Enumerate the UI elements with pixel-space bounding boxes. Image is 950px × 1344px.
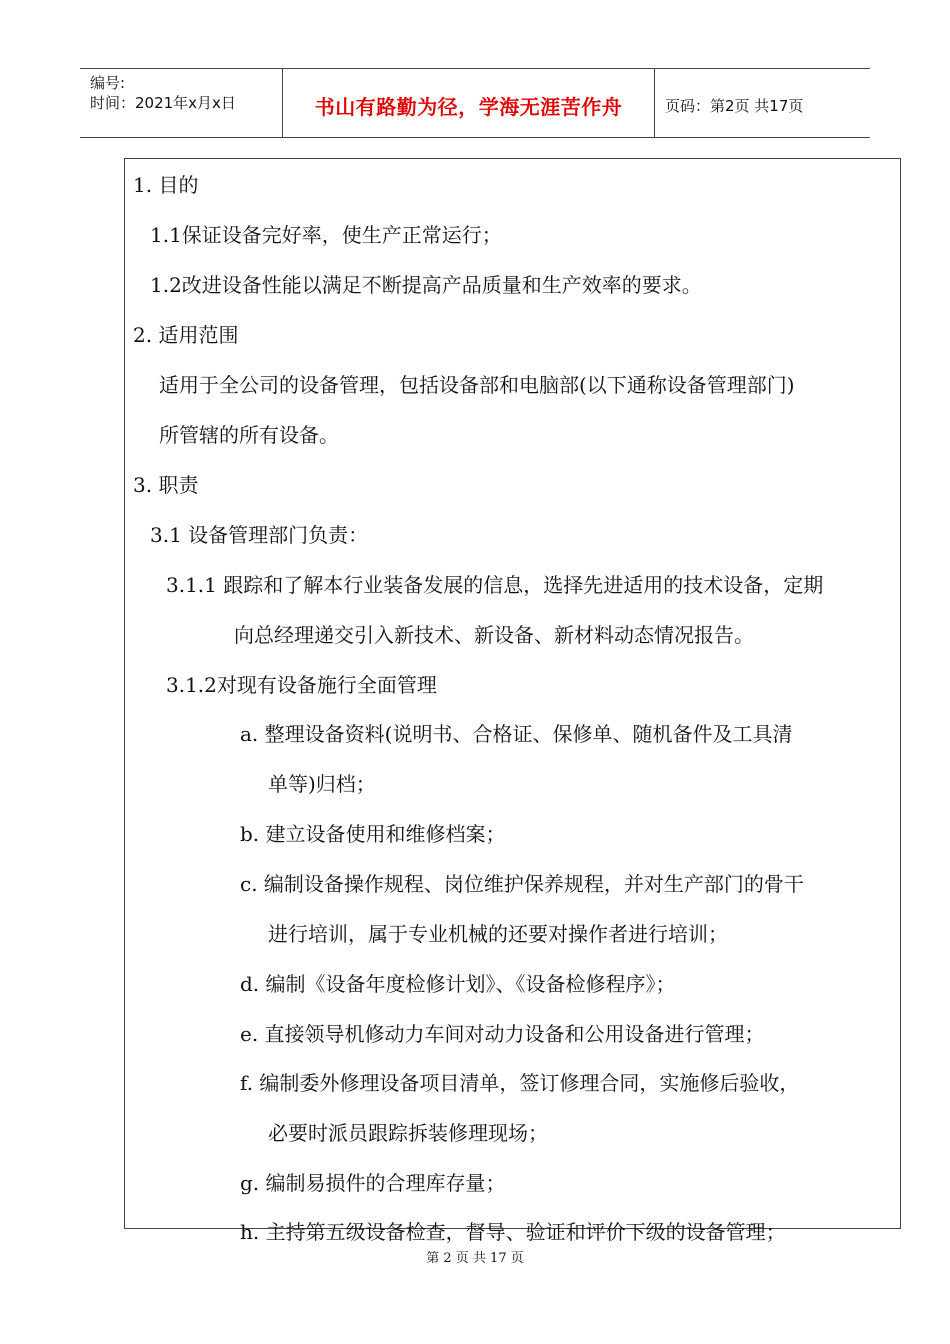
item-3-1-1-line-1: 3.1.1 跟踪和了解本行业装备发展的信息，选择先进适用的技术设备，定期 xyxy=(166,573,824,597)
page-header xyxy=(80,68,870,138)
item-1-2: 1.2改进设备性能以满足不断提高产品质量和生产效率的要求。 xyxy=(150,273,702,297)
item-g: g. 编制易损件的合理库存量； xyxy=(240,1171,506,1195)
item-h: h. 主持第五级设备检查，督导、验证和评价下级的设备管理； xyxy=(240,1220,786,1244)
section-2-heading: 2. 适用范围 xyxy=(133,323,239,347)
header-motto: 书山有路勤为径，学海无涯苦作舟 xyxy=(314,95,623,119)
header-info-cell xyxy=(80,69,283,137)
page-footer: 第 2 页 共 17 页 xyxy=(426,1251,524,1266)
item-f-line-2: 必要时派员跟踪拆装修理现场； xyxy=(268,1121,548,1145)
item-c-line-1: c. 编制设备操作规程、岗位维护保养规程，并对生产部门的骨干 xyxy=(240,872,804,896)
item-d: d. 编制《设备年度检修计划》、《设备检修程序》； xyxy=(240,972,676,996)
section-3-heading: 3. 职责 xyxy=(133,473,199,497)
scope-text-line-2: 所管辖的所有设备。 xyxy=(159,423,339,447)
item-3-1-1-line-2: 向总经理递交引入新技术、新设备、新材料动态情况报告。 xyxy=(234,623,754,647)
item-f-line-1: f. 编制委外修理设备项目清单，签订修理合同，实施修后验收， xyxy=(240,1071,800,1095)
document-date-label: 时间：2021年x月x日 xyxy=(90,94,236,112)
header-page-cell xyxy=(655,69,870,137)
item-3-1: 3.1 设备管理部门负责： xyxy=(150,523,369,547)
item-1-1: 1.1保证设备完好率，使生产正常运行； xyxy=(150,223,502,247)
item-e: e. 直接领导机修动力车间对动力设备和公用设备进行管理； xyxy=(240,1022,765,1046)
section-1-heading: 1. 目的 xyxy=(133,173,199,197)
item-c-line-2: 进行培训，属于专业机械的还要对操作者进行培训； xyxy=(268,922,728,946)
item-a-line-2: 单等)归档； xyxy=(268,772,376,796)
document-number-label: 编号: xyxy=(90,74,126,92)
item-a-line-1: a. 整理设备资料(说明书、合格证、保修单、随机备件及工具清 xyxy=(240,722,793,746)
item-b: b. 建立设备使用和维修档案； xyxy=(240,822,506,846)
item-3-1-2: 3.1.2对现有设备施行全面管理 xyxy=(166,673,437,697)
scope-text-line-1: 适用于全公司的设备管理，包括设备部和电脑部(以下通称设备管理部门) xyxy=(159,373,795,397)
header-motto-cell xyxy=(283,69,655,137)
header-page-number: 页码：第2页 共17页 xyxy=(665,97,804,115)
